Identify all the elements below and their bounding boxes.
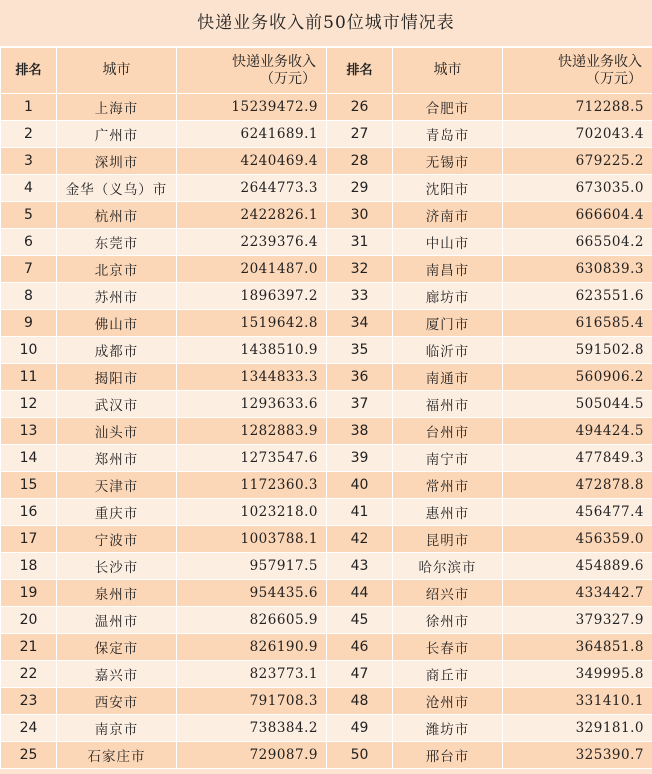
rank-cell: 46 [327, 634, 393, 661]
city-cell: 长沙市 [57, 553, 177, 580]
city-cell: 青岛市 [393, 121, 503, 148]
header-revenue-unit: （万元） [260, 70, 316, 87]
table-row [1, 580, 652, 607]
rank-cell: 23 [1, 688, 57, 715]
table-body [1, 94, 652, 769]
revenue-cell: 454889.6 [503, 553, 652, 580]
rank-cell: 5 [1, 202, 57, 229]
header-rank-left: 排名 [1, 48, 57, 94]
table-row [1, 742, 652, 769]
revenue-cell: 456359.0 [503, 526, 652, 553]
table-row [1, 337, 652, 364]
city-cell: 南京市 [57, 715, 177, 742]
revenue-cell: 591502.8 [503, 337, 652, 364]
header-revenue-unit: （万元） [586, 70, 642, 87]
city-cell: 金华（义乌）市 [57, 175, 177, 202]
city-cell: 福州市 [393, 391, 503, 418]
city-cell: 临沂市 [393, 337, 503, 364]
rank-cell: 1 [1, 94, 57, 121]
rank-cell: 43 [327, 553, 393, 580]
header-row [1, 48, 652, 94]
city-cell: 保定市 [57, 634, 177, 661]
city-cell: 台州市 [393, 418, 503, 445]
header-city-left: 城市 [57, 48, 177, 94]
rank-cell: 49 [327, 715, 393, 742]
revenue-cell: 1273547.6 [177, 445, 327, 472]
revenue-cell: 729087.9 [177, 742, 327, 769]
city-cell: 郑州市 [57, 445, 177, 472]
city-cell: 济南市 [393, 202, 503, 229]
city-cell: 武汉市 [57, 391, 177, 418]
city-cell: 中山市 [393, 229, 503, 256]
city-cell: 厦门市 [393, 310, 503, 337]
table-row [1, 553, 652, 580]
revenue-cell: 456477.4 [503, 499, 652, 526]
city-cell: 上海市 [57, 94, 177, 121]
revenue-cell: 1172360.3 [177, 472, 327, 499]
city-cell: 无锡市 [393, 148, 503, 175]
rank-cell: 2 [1, 121, 57, 148]
revenue-cell: 433442.7 [503, 580, 652, 607]
revenue-cell: 329181.0 [503, 715, 652, 742]
city-cell: 重庆市 [57, 499, 177, 526]
revenue-cell: 472878.8 [503, 472, 652, 499]
table-row [1, 391, 652, 418]
rank-cell: 35 [327, 337, 393, 364]
rank-cell: 50 [327, 742, 393, 769]
revenue-cell: 666604.4 [503, 202, 652, 229]
revenue-cell: 4240469.4 [177, 148, 327, 175]
rank-cell: 47 [327, 661, 393, 688]
rank-cell: 19 [1, 580, 57, 607]
table-row [1, 607, 652, 634]
table-row [1, 634, 652, 661]
revenue-cell: 349995.8 [503, 661, 652, 688]
city-cell: 惠州市 [393, 499, 503, 526]
revenue-cell: 331410.1 [503, 688, 652, 715]
rank-cell: 17 [1, 526, 57, 553]
table-row [1, 418, 652, 445]
city-cell: 廊坊市 [393, 283, 503, 310]
rank-cell: 9 [1, 310, 57, 337]
city-cell: 邢台市 [393, 742, 503, 769]
rank-cell: 37 [327, 391, 393, 418]
city-cell: 常州市 [393, 472, 503, 499]
revenue-cell: 6241689.1 [177, 121, 327, 148]
revenue-cell: 1344833.3 [177, 364, 327, 391]
rank-cell: 31 [327, 229, 393, 256]
revenue-cell: 712288.5 [503, 94, 652, 121]
table-row [1, 121, 652, 148]
rank-cell: 8 [1, 283, 57, 310]
rank-cell: 21 [1, 634, 57, 661]
table-row [1, 148, 652, 175]
rank-cell: 26 [327, 94, 393, 121]
rank-cell: 41 [327, 499, 393, 526]
revenue-cell: 1519642.8 [177, 310, 327, 337]
table-row [1, 472, 652, 499]
revenue-cell: 616585.4 [503, 310, 652, 337]
table-row [1, 256, 652, 283]
header-revenue-right [503, 48, 652, 94]
rank-cell: 18 [1, 553, 57, 580]
city-cell: 宁波市 [57, 526, 177, 553]
revenue-cell: 2422826.1 [177, 202, 327, 229]
revenue-cell: 630839.3 [503, 256, 652, 283]
table-row [1, 310, 652, 337]
city-cell: 合肥市 [393, 94, 503, 121]
revenue-cell: 2644773.3 [177, 175, 327, 202]
header-rank-right: 排名 [327, 48, 393, 94]
city-cell: 温州市 [57, 607, 177, 634]
rank-cell: 30 [327, 202, 393, 229]
city-cell: 天津市 [57, 472, 177, 499]
revenue-cell: 2041487.0 [177, 256, 327, 283]
rank-cell: 24 [1, 715, 57, 742]
city-cell: 佛山市 [57, 310, 177, 337]
header-revenue-label: 快递业务收入 [558, 53, 642, 70]
table-row [1, 202, 652, 229]
city-cell: 东莞市 [57, 229, 177, 256]
rank-cell: 44 [327, 580, 393, 607]
rank-cell: 40 [327, 472, 393, 499]
revenue-cell: 823773.1 [177, 661, 327, 688]
city-cell: 潍坊市 [393, 715, 503, 742]
rank-cell: 6 [1, 229, 57, 256]
table-row [1, 364, 652, 391]
revenue-cell: 1438510.9 [177, 337, 327, 364]
revenue-cell: 1003788.1 [177, 526, 327, 553]
revenue-cell: 702043.4 [503, 121, 652, 148]
express-revenue-table [0, 47, 652, 769]
rank-cell: 45 [327, 607, 393, 634]
city-cell: 哈尔滨市 [393, 553, 503, 580]
table-row [1, 688, 652, 715]
revenue-cell: 325390.7 [503, 742, 652, 769]
revenue-cell: 364851.8 [503, 634, 652, 661]
revenue-cell: 679225.2 [503, 148, 652, 175]
city-cell: 深圳市 [57, 148, 177, 175]
revenue-cell: 505044.5 [503, 391, 652, 418]
rank-cell: 7 [1, 256, 57, 283]
table-row [1, 283, 652, 310]
city-cell: 南通市 [393, 364, 503, 391]
city-cell: 北京市 [57, 256, 177, 283]
revenue-cell: 15239472.9 [177, 94, 327, 121]
revenue-cell: 665504.2 [503, 229, 652, 256]
rank-cell: 36 [327, 364, 393, 391]
revenue-cell: 494424.5 [503, 418, 652, 445]
city-cell: 泉州市 [57, 580, 177, 607]
table-row [1, 715, 652, 742]
city-cell: 昆明市 [393, 526, 503, 553]
rank-cell: 11 [1, 364, 57, 391]
rank-cell: 42 [327, 526, 393, 553]
revenue-cell: 1023218.0 [177, 499, 327, 526]
revenue-cell: 954435.6 [177, 580, 327, 607]
revenue-cell: 826605.9 [177, 607, 327, 634]
city-cell: 商丘市 [393, 661, 503, 688]
city-cell: 广州市 [57, 121, 177, 148]
table-row [1, 229, 652, 256]
revenue-cell: 826190.9 [177, 634, 327, 661]
revenue-cell: 957917.5 [177, 553, 327, 580]
table-title: 快递业务收入前50位城市情况表 [0, 0, 652, 47]
revenue-cell: 791708.3 [177, 688, 327, 715]
rank-cell: 38 [327, 418, 393, 445]
rank-cell: 34 [327, 310, 393, 337]
table-row [1, 445, 652, 472]
rank-cell: 28 [327, 148, 393, 175]
header-revenue-label: 快递业务收入 [232, 53, 316, 70]
header-city-right: 城市 [393, 48, 503, 94]
table-row [1, 661, 652, 688]
city-cell: 成都市 [57, 337, 177, 364]
city-cell: 南宁市 [393, 445, 503, 472]
rank-cell: 14 [1, 445, 57, 472]
table-row [1, 94, 652, 121]
table-row [1, 526, 652, 553]
rank-cell: 4 [1, 175, 57, 202]
city-cell: 西安市 [57, 688, 177, 715]
revenue-cell: 1282883.9 [177, 418, 327, 445]
rank-cell: 25 [1, 742, 57, 769]
rank-cell: 10 [1, 337, 57, 364]
city-cell: 苏州市 [57, 283, 177, 310]
city-cell: 绍兴市 [393, 580, 503, 607]
revenue-cell: 477849.3 [503, 445, 652, 472]
rank-cell: 22 [1, 661, 57, 688]
city-cell: 沧州市 [393, 688, 503, 715]
rank-cell: 33 [327, 283, 393, 310]
rank-cell: 32 [327, 256, 393, 283]
revenue-cell: 623551.6 [503, 283, 652, 310]
revenue-cell: 1896397.2 [177, 283, 327, 310]
city-cell: 揭阳市 [57, 364, 177, 391]
revenue-cell: 560906.2 [503, 364, 652, 391]
rank-cell: 16 [1, 499, 57, 526]
city-cell: 南昌市 [393, 256, 503, 283]
city-cell: 嘉兴市 [57, 661, 177, 688]
city-cell: 杭州市 [57, 202, 177, 229]
city-cell: 沈阳市 [393, 175, 503, 202]
city-cell: 长春市 [393, 634, 503, 661]
rank-cell: 15 [1, 472, 57, 499]
table-row [1, 175, 652, 202]
rank-cell: 13 [1, 418, 57, 445]
revenue-cell: 2239376.4 [177, 229, 327, 256]
revenue-cell: 738384.2 [177, 715, 327, 742]
rank-cell: 20 [1, 607, 57, 634]
rank-cell: 48 [327, 688, 393, 715]
rank-cell: 39 [327, 445, 393, 472]
revenue-cell: 673035.0 [503, 175, 652, 202]
rank-cell: 3 [1, 148, 57, 175]
revenue-cell: 379327.9 [503, 607, 652, 634]
table-row [1, 499, 652, 526]
city-cell: 石家庄市 [57, 742, 177, 769]
rank-cell: 12 [1, 391, 57, 418]
city-cell: 汕头市 [57, 418, 177, 445]
rank-cell: 27 [327, 121, 393, 148]
city-cell: 徐州市 [393, 607, 503, 634]
header-revenue-left [177, 48, 327, 94]
rank-cell: 29 [327, 175, 393, 202]
revenue-cell: 1293633.6 [177, 391, 327, 418]
